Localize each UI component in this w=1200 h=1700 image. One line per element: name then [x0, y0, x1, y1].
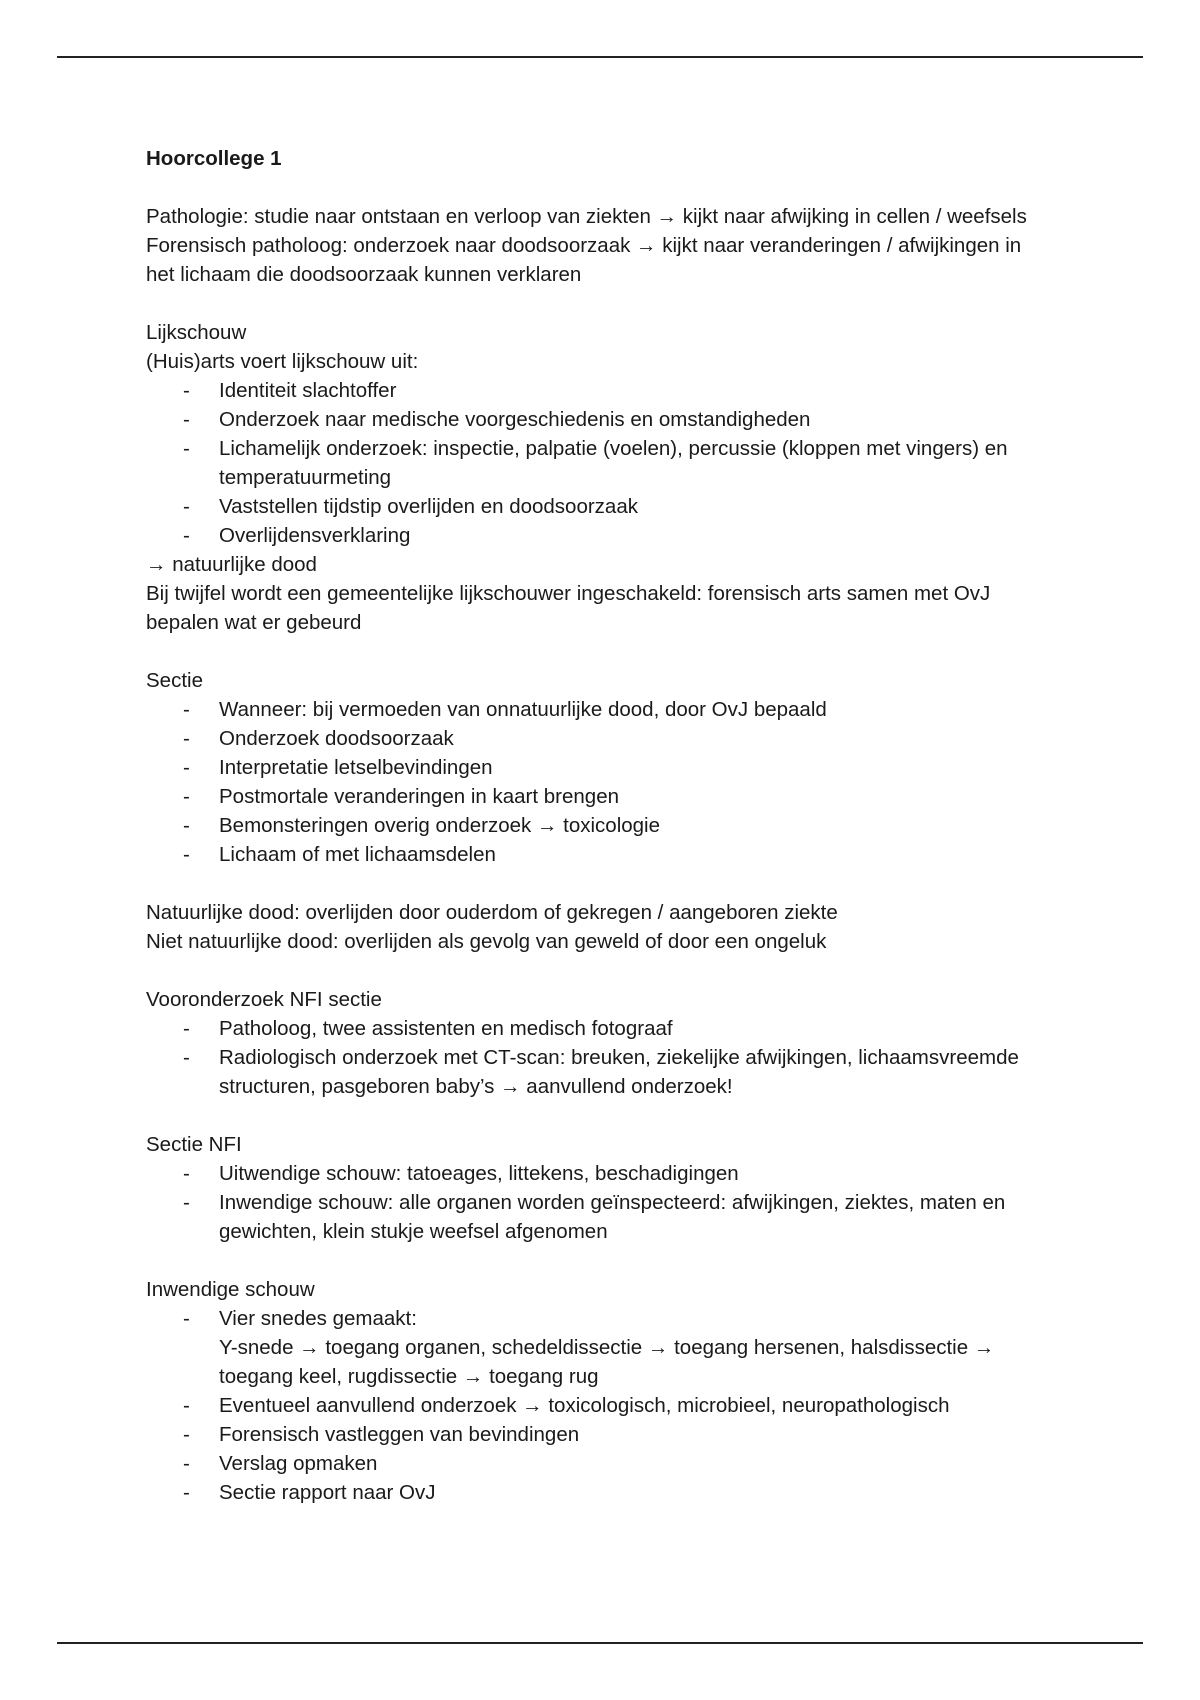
list-item: - Patholoog, twee assistenten en medisch fotograaf	[183, 1017, 673, 1040]
document-body	[146, 144, 1046, 1507]
vooronderzoek-list	[146, 1014, 1046, 1101]
list-item: - Uitwendige schouw: tatoeages, littekens, beschadigingen	[183, 1162, 739, 1185]
lijkschouw-lead: (Huis)arts voert lijkschouw uit:	[146, 350, 419, 373]
lijkschouw-list	[146, 376, 1046, 550]
sectie-heading: Sectie	[146, 669, 203, 692]
list-item: - Radiologisch onderzoek met CT-scan: breuken, ziekelijke afwijkingen, lichaamsvreemde structuren, pasgeboren baby’s → aanvullend onderzoek!	[183, 1046, 1019, 1098]
intro-pathologie: Pathologie: studie naar ontstaan en verloop van ziekten → kijkt naar afwijking in cellen / weefsels	[146, 205, 1027, 228]
niet-natuurlijke-dood: Niet natuurlijke dood: overlijden als gevolg van geweld of door een ongeluk	[146, 930, 827, 953]
sectie-list	[146, 695, 1046, 869]
list-item: - Lichamelijk onderzoek: inspectie, palpatie (voelen), percussie (kloppen met vingers) en temperatuurmeting	[183, 437, 1008, 489]
list-item: - Interpretatie letselbevindingen	[183, 756, 493, 779]
bottom-rule	[57, 1642, 1143, 1644]
list-item: - Vier snedes gemaakt: Y-snede → toegang organen, schedeldissectie → toegang hersenen, halsdissectie → toegang keel, rugdissectie → toegang rug	[146, 1304, 1046, 1391]
sectie-nfi-list	[146, 1159, 1046, 1246]
inwendige-list	[146, 1304, 1046, 1507]
sectie-nfi-heading: Sectie NFI	[146, 1133, 242, 1156]
list-item: - Bemonsteringen overig onderzoek → toxicologie	[183, 814, 661, 837]
vooronderzoek-heading: Vooronderzoek NFI sectie	[146, 988, 382, 1011]
list-item: - Sectie rapport naar OvJ	[183, 1481, 436, 1504]
list-item: - Wanneer: bij vermoeden van onnatuurlijke dood, door OvJ bepaald	[183, 698, 827, 721]
list-item: - Vaststellen tijdstip overlijden en doodsoorzaak	[183, 495, 638, 518]
lijkschouw-twijfel: Bij twijfel wordt een gemeentelijke lijkschouwer ingeschakeld: forensisch arts samen met OvJ bepalen wat er gebeurd	[146, 582, 991, 634]
natuurlijke-dood: Natuurlijke dood: overlijden door ouderdom of gekregen / aangeboren ziekte	[146, 901, 838, 924]
lijkschouw-conclusion: → natuurlijke dood	[146, 553, 317, 576]
list-item: - Forensisch vastleggen van bevindingen	[183, 1423, 580, 1446]
list-item: - Onderzoek doodsoorzaak	[183, 727, 454, 750]
list-item: - Identiteit slachtoffer	[183, 379, 397, 402]
list-item: - Onderzoek naar medische voorgeschiedenis en omstandigheden	[183, 408, 811, 431]
list-item: - Inwendige schouw: alle organen worden geïnspecteerd: afwijkingen, ziektes, maten en gewichten, klein stukje weefsel afgenomen	[183, 1191, 1006, 1243]
inwendige-heading: Inwendige schouw	[146, 1278, 315, 1301]
list-item: - Postmortale veranderingen in kaart brengen	[183, 785, 619, 808]
lijkschouw-heading: Lijkschouw	[146, 321, 247, 344]
list-item: - Eventueel aanvullend onderzoek → toxicologisch, microbieel, neuropathologisch	[183, 1394, 950, 1417]
page-title: Hoorcollege 1	[146, 147, 282, 170]
list-item: - Verslag opmaken	[183, 1452, 378, 1475]
list-item: - Overlijdensverklaring	[183, 524, 411, 547]
snedes-detail: Y-snede → toegang organen, schedeldissectie → toegang hersenen, halsdissectie → toegang keel, rugdissectie → toegang rug	[219, 1336, 995, 1388]
list-item: - Lichaam of met lichaamsdelen	[183, 843, 496, 866]
intro-forensisch: Forensisch patholoog: onderzoek naar doodsoorzaak → kijkt naar veranderingen / afwijkingen in het lichaam die doodsoorzaak kunnen verklaren	[146, 234, 1022, 286]
top-rule	[57, 56, 1143, 58]
